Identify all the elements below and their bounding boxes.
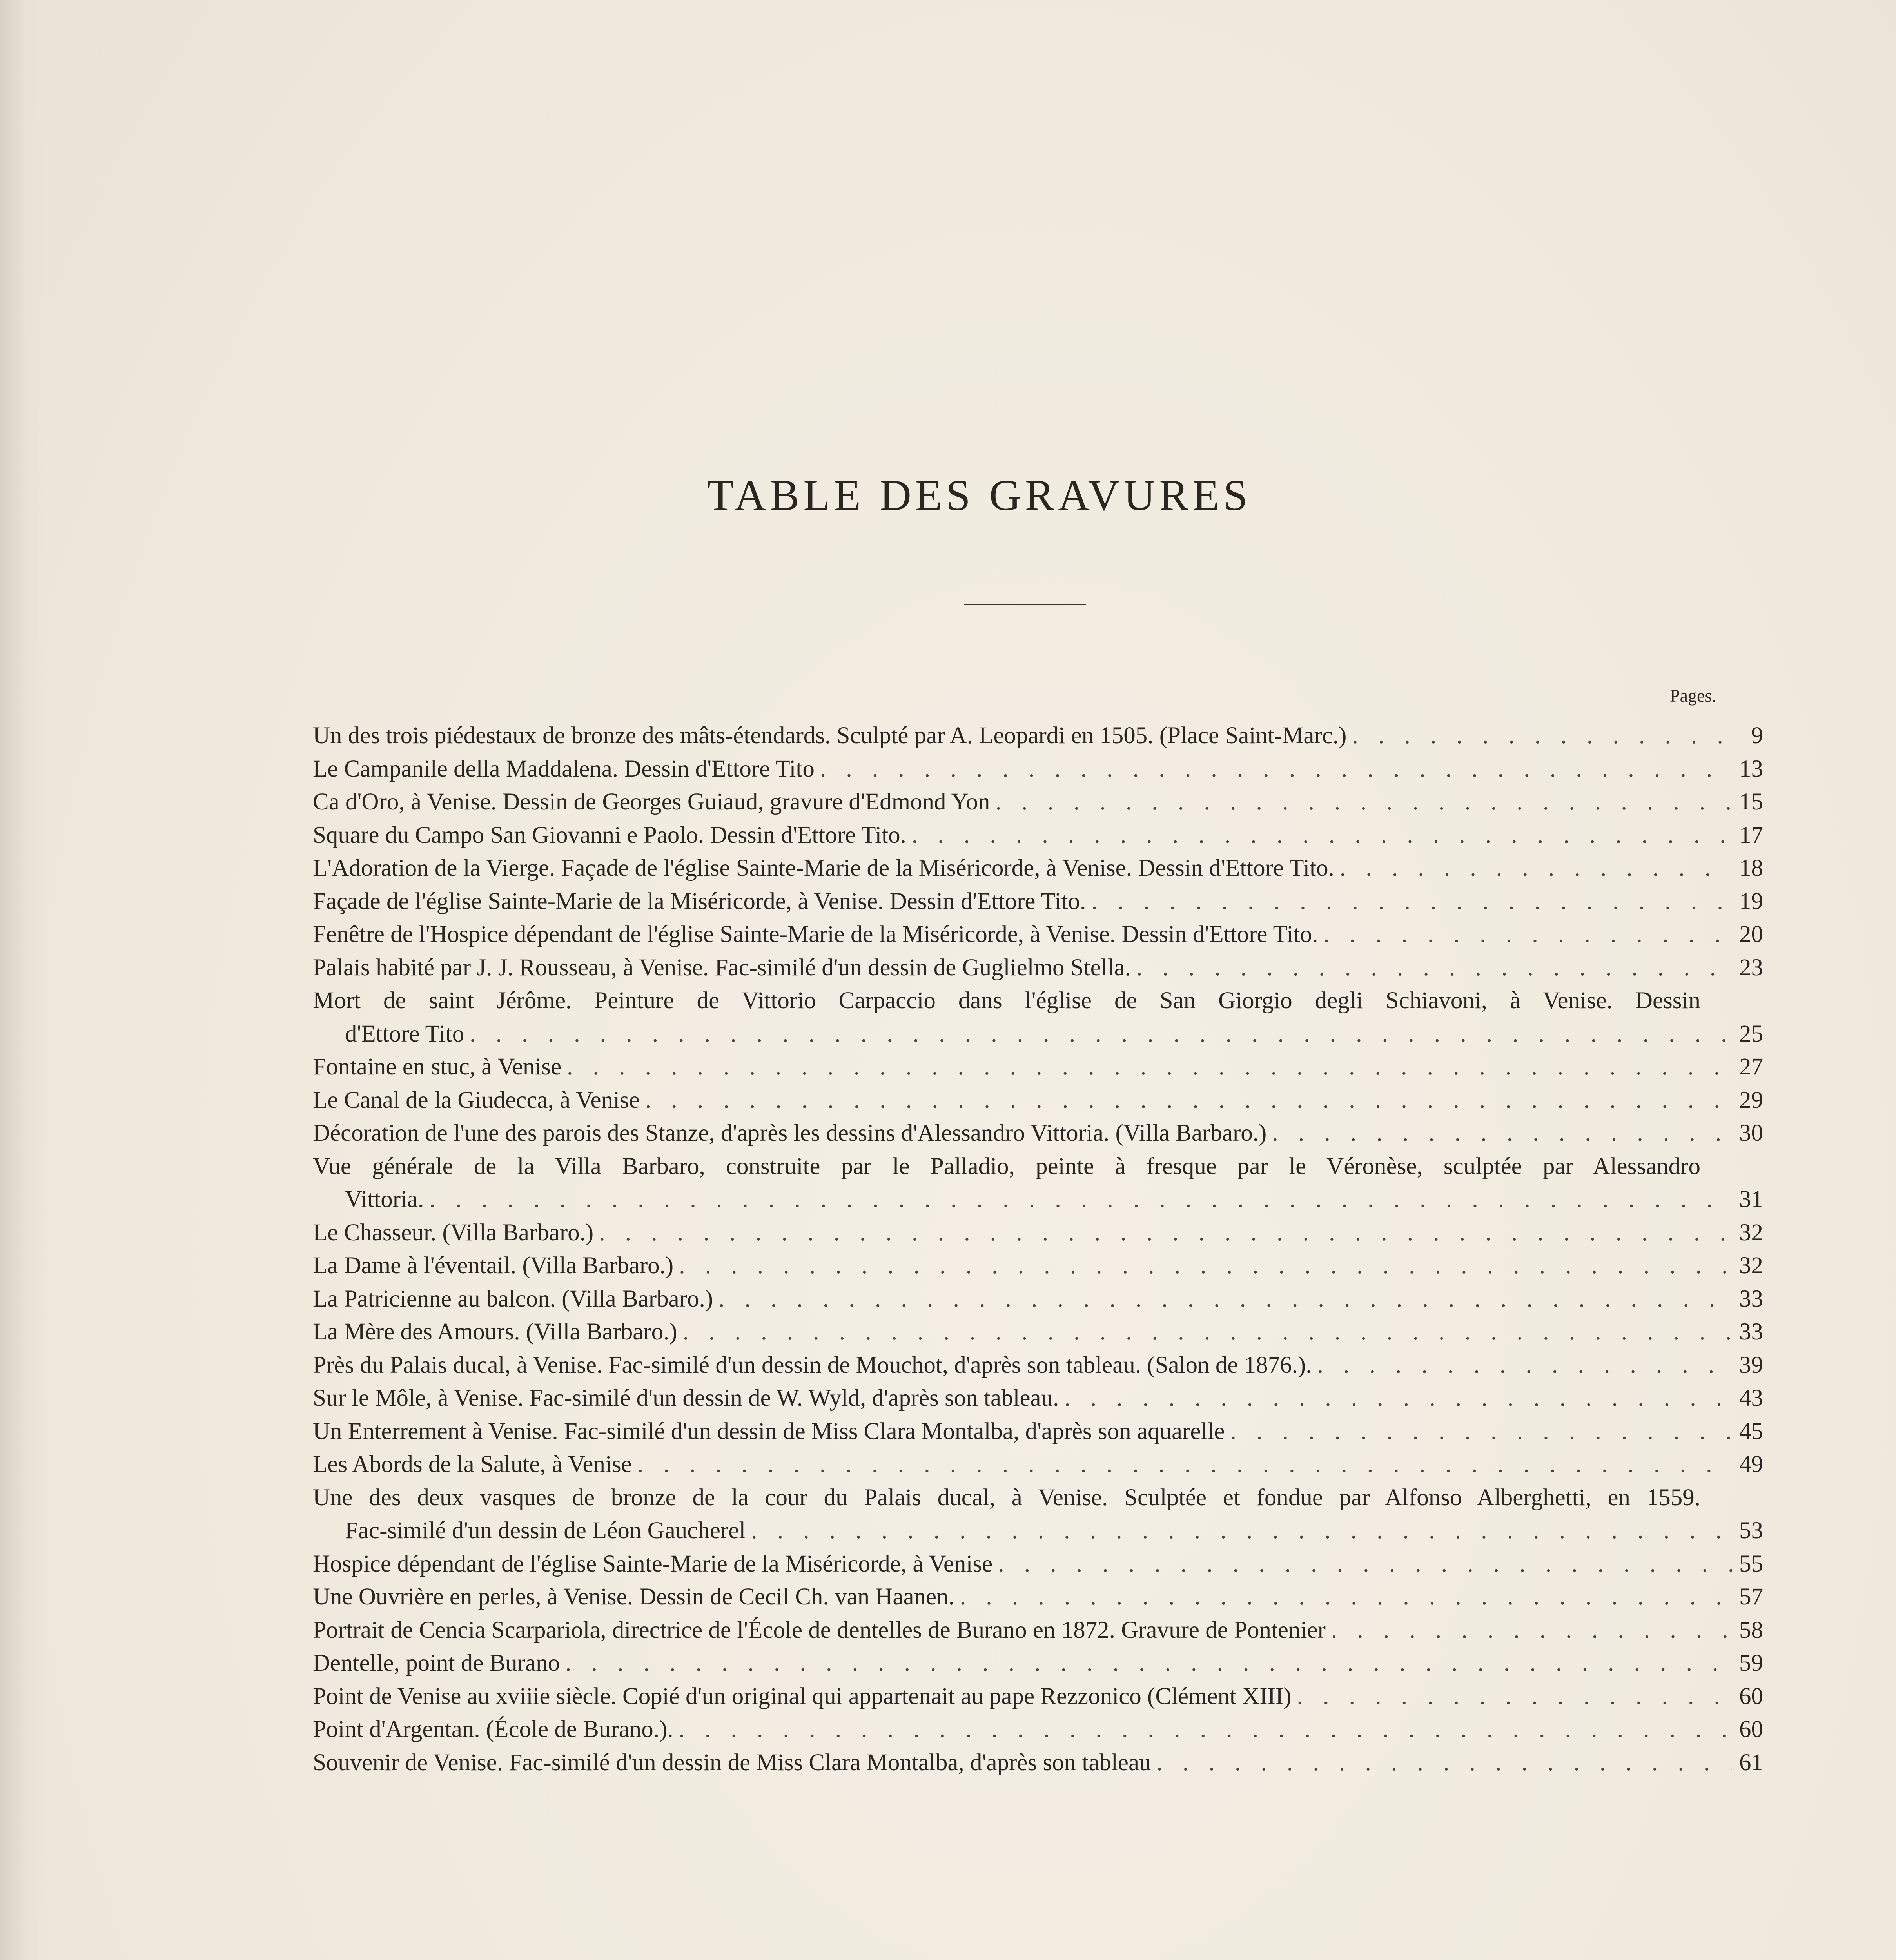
- toc-entry: [313, 1316, 1763, 1349]
- toc-entry-page-number: 31: [1739, 1186, 1763, 1212]
- dot-leader: [1317, 1349, 1732, 1382]
- toc-entry: [313, 1448, 1763, 1481]
- toc-entry: [313, 1548, 1763, 1581]
- toc-entry-title: Sur le Môle, à Venise. Fac-similé d'un dessin de W. Wyld, d'après son tableau.: [313, 1385, 1059, 1411]
- toc-entry: [313, 1614, 1763, 1647]
- toc-entry-page-number: 60: [1739, 1683, 1763, 1710]
- toc-entry-page-number: 49: [1739, 1451, 1763, 1477]
- toc-entry: [313, 786, 1763, 819]
- toc-entry-title: La Mère des Amours. (Villa Barbaro.): [313, 1319, 677, 1345]
- dot-leader: [1064, 1382, 1732, 1415]
- dot-leader: [1136, 951, 1732, 985]
- toc-entry-page-number: 30: [1739, 1120, 1763, 1146]
- toc-entry-title: Palais habité par J. J. Rousseau, à Venise. Fac-similé d'un dessin de Guglielmo Stella.: [313, 954, 1131, 981]
- toc-entry-first-line: Vue générale de la Villa Barbaro, construite par le Palladio, peinte à fresque par le Véronèse, sculptée par Alessandro: [313, 1153, 1700, 1180]
- toc-entry-title: Souvenir de Venise. Fac-similé d'un dessin de Miss Clara Montalba, d'après son tableau: [313, 1749, 1151, 1776]
- toc-entry: [313, 1183, 1763, 1216]
- dot-leader: [1091, 885, 1732, 918]
- toc-entry-title: Fac-similé d'un dessin de Léon Gaucherel: [345, 1517, 746, 1544]
- toc-entry-page-number: 61: [1739, 1749, 1763, 1776]
- toc-entry-title: Fontaine en stuc, à Venise: [313, 1054, 562, 1080]
- toc-entry-first-line: Une des deux vasques de bronze de la cour du Palais ducal, à Venise. Sculptée et fondue par Alfonso Alberghetti, en 1559.: [313, 1484, 1700, 1511]
- toc-entry-page-number: 53: [1739, 1517, 1763, 1544]
- toc-entry-title: Un des trois piédestaux de bronze des mâts-étendards. Sculpté par A. Leopardi en 1505. (Place Saint-Marc.): [313, 722, 1347, 749]
- toc-entry-title: Hospice dépendant de l'église Sainte-Marie de la Miséricorde, à Venise: [313, 1550, 993, 1577]
- toc-entry-title: Décoration de l'une des parois des Stanze, d'après les dessins d'Alessandro Vittoria. (Villa Barbaro.): [313, 1120, 1267, 1146]
- toc-entry-title: Une Ouvrière en perles, à Venise. Dessin de Cecil Ch. van Haanen.: [313, 1584, 954, 1610]
- toc-entry: [313, 753, 1763, 786]
- toc-entry-title: Portrait de Cencia Scarpariola, directrice de l'École de dentelles de Burano en 1872. Gravure de Pontenier: [313, 1617, 1326, 1643]
- toc-entry-title: Dentelle, point de Burano: [313, 1650, 560, 1676]
- toc-entry: [313, 1216, 1763, 1250]
- toc-entry: [313, 819, 1763, 852]
- toc-entry-page-number: 15: [1739, 789, 1763, 815]
- toc-entry: [313, 1349, 1763, 1382]
- toc-entry-title: Près du Palais ducal, à Venise. Fac-similé d'un dessin de Mouchot, d'après son tableau. (Salon de 1876.).: [313, 1352, 1312, 1378]
- toc-entry: [313, 1581, 1763, 1614]
- toc-entry-title: Point d'Argentan. (École de Burano.).: [313, 1716, 673, 1742]
- title-divider: [964, 604, 1086, 605]
- dot-leader: [683, 1316, 1732, 1349]
- toc-entry-title: d'Ettore Tito: [345, 1020, 464, 1047]
- toc-entry-title: Vittoria.: [345, 1186, 424, 1212]
- toc-entry-title: Ca d'Oro, à Venise. Dessin de Georges Guiaud, gravure d'Edmond Yon: [313, 789, 990, 815]
- toc-entry-title: Fenêtre de l'Hospice dépendant de l'église Sainte-Marie de la Miséricorde, à Venise. Dessin d'Ettore Tito.: [313, 921, 1318, 947]
- toc-entry: [313, 1514, 1763, 1548]
- toc-entry-title: L'Adoration de la Vierge. Façade de l'église Sainte-Marie de la Miséricorde, à Venise. Dessin d'Ettore Tito.: [313, 855, 1334, 881]
- toc-entry-page-number: 17: [1739, 822, 1763, 848]
- dot-leader: [960, 1581, 1732, 1614]
- toc-entry-title: Square du Campo San Giovanni e Paolo. Dessin d'Ettore Tito.: [313, 822, 906, 848]
- toc-entry: [313, 1249, 1763, 1283]
- toc-entry-page-number: 59: [1739, 1650, 1763, 1676]
- page-gutter-shadow: [0, 0, 47, 1960]
- toc-entry: [313, 885, 1763, 918]
- dot-leader: [599, 1216, 1732, 1250]
- toc-entry-page-number: 45: [1739, 1418, 1763, 1445]
- dot-leader: [751, 1514, 1732, 1548]
- toc-entry: [313, 1084, 1763, 1117]
- dot-leader: [998, 1548, 1732, 1581]
- toc-entry-title: Le Campanile della Maddalena. Dessin d'Ettore Tito: [313, 755, 815, 782]
- dot-leader: [645, 1084, 1732, 1117]
- toc-entry-page-number: 20: [1739, 921, 1763, 947]
- dot-leader: [912, 819, 1732, 852]
- dot-leader: [1272, 1117, 1732, 1150]
- toc-entry-title: Point de Venise au xviiie siècle. Copié d'un original qui appartenait au pape Rezzonico (Clément XIII): [313, 1683, 1292, 1710]
- dot-leader: [1352, 719, 1732, 753]
- toc-entry-title: La Dame à l'éventail. (Villa Barbaro.): [313, 1252, 674, 1279]
- toc-entry: [313, 1283, 1763, 1316]
- toc-entry-page-number: 55: [1739, 1550, 1763, 1577]
- table-of-engravings: [313, 719, 1763, 1779]
- dot-leader: [637, 1448, 1732, 1481]
- toc-entry-page-number: 32: [1739, 1252, 1763, 1279]
- toc-entry-page-number: 18: [1739, 855, 1763, 881]
- toc-entry-page-number: 60: [1739, 1716, 1763, 1742]
- toc-entry-title: Un Enterrement à Venise. Fac-similé d'un dessin de Miss Clara Montalba, d'après son aquarelle: [313, 1418, 1225, 1445]
- toc-entry: [313, 1018, 1763, 1051]
- toc-entry-page-number: 33: [1739, 1319, 1763, 1345]
- dot-leader: [718, 1283, 1732, 1316]
- toc-entry-title: Façade de l'église Sainte-Marie de la Miséricorde, à Venise. Dessin d'Ettore Tito.: [313, 888, 1086, 915]
- dot-leader: [1331, 1614, 1732, 1647]
- toc-entry-title: Le Canal de la Giudecca, à Venise: [313, 1087, 640, 1113]
- dot-leader: [1157, 1746, 1732, 1780]
- toc-entry-page-number: 9: [1751, 722, 1763, 749]
- toc-entry: [313, 719, 1763, 753]
- toc-entry: [313, 1382, 1763, 1415]
- toc-entry-page-number: 39: [1739, 1352, 1763, 1378]
- toc-entry: [313, 852, 1763, 885]
- toc-entry: [313, 1051, 1763, 1084]
- dot-leader: [1340, 852, 1732, 885]
- toc-entry: [313, 1746, 1763, 1780]
- toc-entry-page-number: 25: [1739, 1020, 1763, 1047]
- toc-entry-title: La Patricienne au balcon. (Villa Barbaro.): [313, 1285, 713, 1312]
- dot-leader: [1297, 1680, 1732, 1713]
- toc-entry-page-number: 32: [1739, 1219, 1763, 1246]
- toc-entry-first-line: Mort de saint Jérôme. Peinture de Vittorio Carpaccio dans l'église de San Giorgio degli Schiavoni, à Venise. Dessin: [313, 987, 1700, 1014]
- toc-entry-page-number: 19: [1739, 888, 1763, 915]
- toc-entry-page-number: 58: [1739, 1617, 1763, 1643]
- dot-leader: [679, 1249, 1732, 1283]
- toc-entry: [313, 1117, 1763, 1150]
- toc-entry-title: Les Abords de la Salute, à Venise: [313, 1451, 632, 1477]
- toc-entry: [313, 1647, 1763, 1680]
- toc-entry-title: Le Chasseur. (Villa Barbaro.): [313, 1219, 594, 1246]
- page-title: TABLE DES GRAVURES: [707, 471, 1252, 520]
- dot-leader: [470, 1018, 1732, 1051]
- dot-leader: [567, 1051, 1732, 1084]
- dot-leader: [565, 1647, 1732, 1680]
- dot-leader: [1323, 918, 1732, 951]
- toc-entry: [313, 951, 1763, 985]
- toc-entry: [313, 1680, 1763, 1713]
- toc-entry: [313, 1415, 1763, 1448]
- toc-entry: [313, 1713, 1763, 1746]
- toc-entry-page-number: 27: [1739, 1054, 1763, 1080]
- toc-entry: [313, 918, 1763, 951]
- toc-entry-page-number: 23: [1739, 954, 1763, 981]
- pages-column-label: Pages.: [1670, 686, 1716, 706]
- dot-leader: [995, 786, 1732, 819]
- dot-leader: [820, 753, 1732, 786]
- toc-entry-page-number: 13: [1739, 755, 1763, 782]
- toc-entry-page-number: 57: [1739, 1584, 1763, 1610]
- toc-entry-page-number: 29: [1739, 1087, 1763, 1113]
- dot-leader: [429, 1183, 1732, 1216]
- dot-leader: [679, 1713, 1732, 1746]
- toc-entry-page-number: 43: [1739, 1385, 1763, 1411]
- toc-entry-page-number: 33: [1739, 1285, 1763, 1312]
- dot-leader: [1230, 1415, 1732, 1448]
